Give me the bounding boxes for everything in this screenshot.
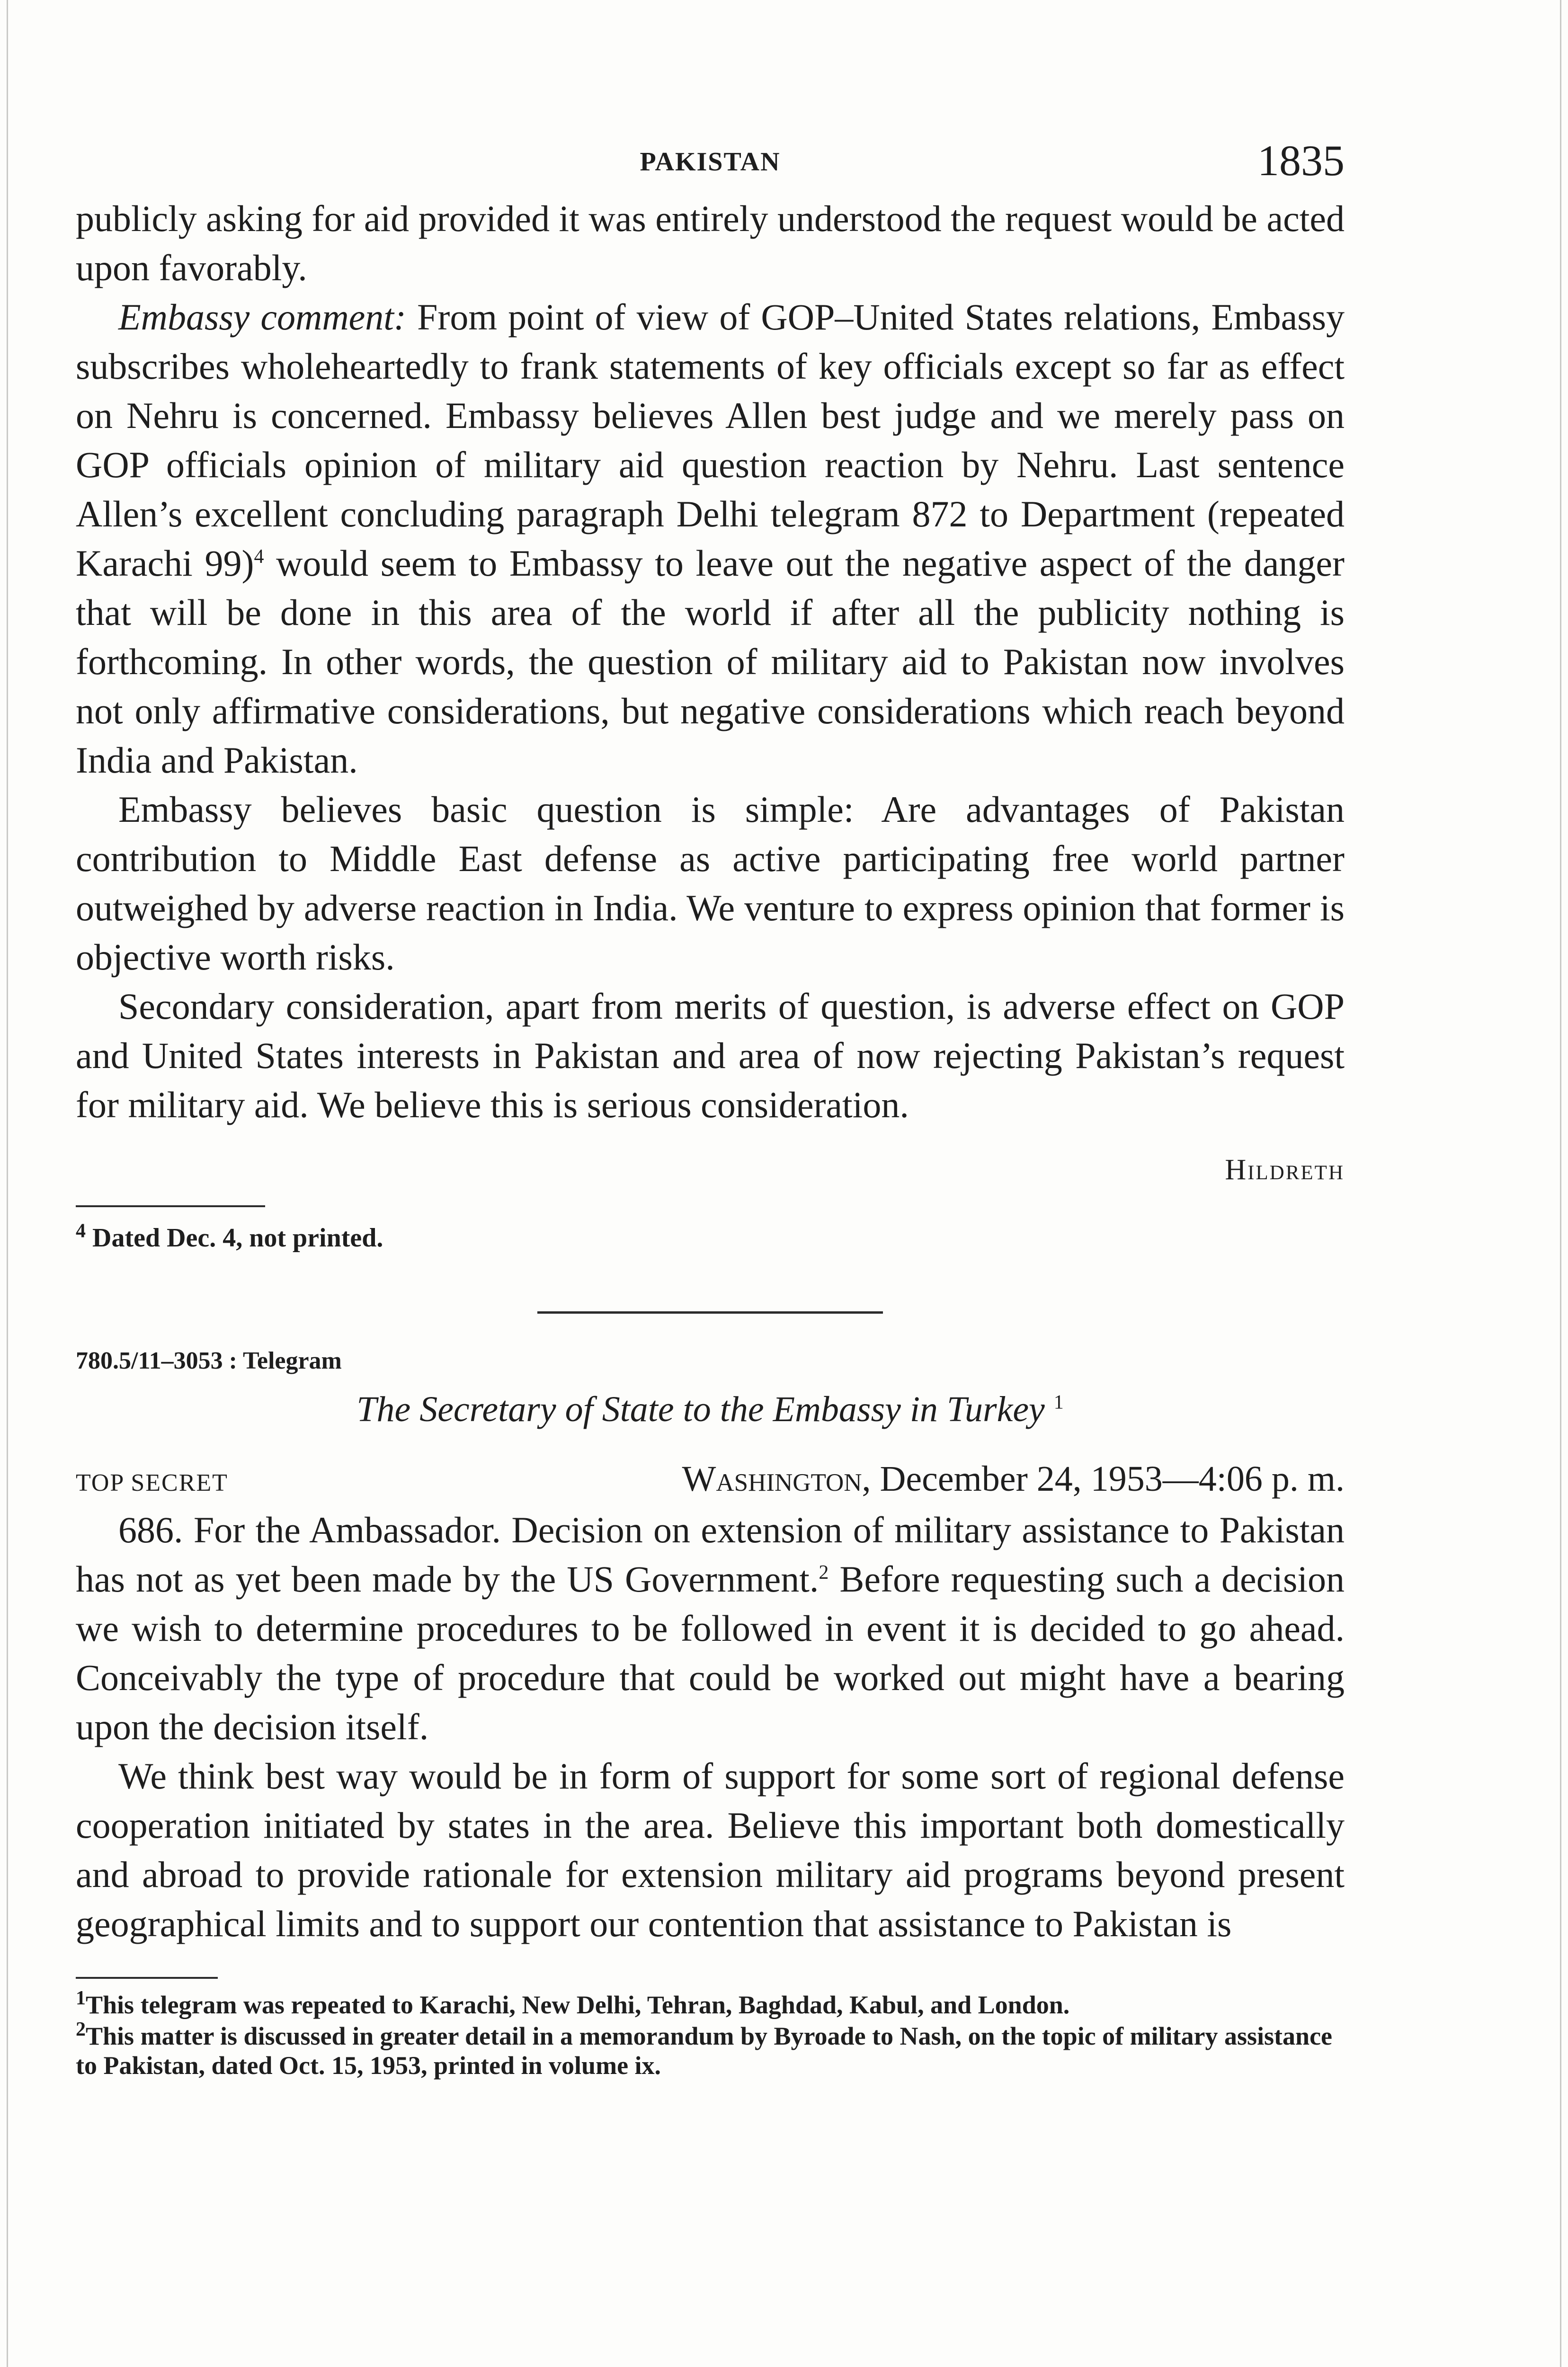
- paragraph-secondary-consideration: Secondary consideration, apart from merits of question, is adverse effect on GOP and United States interests in Pakistan and area of now rejecting Pakistan’s request for military aid. We believe this is serious consideration.: [76, 986, 1345, 1125]
- paragraph-basic-question: Embassy believes basic question is simple: Are advantages of Pakistan contribution to Middle East defense as active participating free world partner outweighed by adverse reaction in India. We venture to express opinion that former is objective worth risks.: [76, 789, 1345, 978]
- embassy-comment-text-2: would seem to Embassy to leave out the negative aspect of the danger that will be done in this area of the world if after all the publicity nothing is forthcoming. In other words, the question of military aid to Pakistan now involves not only affirmative considerations, but negative considerations which reach beyond India and Pakistan.: [76, 543, 1345, 781]
- footnote-reference-4: 4: [254, 546, 264, 568]
- paragraph-embassy-comment: [76, 293, 1345, 785]
- title-footnote-ref: 1: [1053, 1391, 1064, 1414]
- section-divider: [537, 1311, 883, 1314]
- paragraph-686: [76, 1505, 1345, 1752]
- footnote-2: [76, 2021, 1345, 2080]
- document-page: [76, 136, 1345, 2082]
- document-title: [76, 1389, 1345, 1430]
- document-title-text: The Secretary of State to the Embassy in Turkey: [356, 1389, 1045, 1429]
- left-binding-edge: [7, 0, 8, 2367]
- dateline-date: December 24, 1953—4:06 p. m.: [871, 1459, 1345, 1499]
- footnote-1-mark: 1: [76, 1987, 86, 2009]
- page-number: 1835: [1257, 136, 1345, 185]
- footnote-2-text: This matter is discussed in greater detail in a memorandum by Byroade to Nash, on the topic of military assistance to Pakistan, dated Oct. 15, 1953, printed in volume ix.: [76, 2022, 1333, 2080]
- classification-label: TOP SECRET: [76, 1469, 228, 1496]
- paragraph-686-text-a: 686. For the Ambassador. Decision on extension of military assistance to Pakistan has not as yet been made by the US Government.: [76, 1509, 1345, 1600]
- right-page-edge: [1560, 0, 1561, 2367]
- dateline-place: Washington,: [682, 1459, 871, 1499]
- dateline: [682, 1459, 1345, 1500]
- dateline-row: [76, 1459, 1345, 1500]
- file-reference: 780.5/11–3053 : Telegram: [76, 1347, 342, 1374]
- footnote-1-text: This telegram was repeated to Karachi, New Delhi, Tehran, Baghdad, Kabul, and London.: [86, 1991, 1070, 2019]
- footnote-1: [76, 1987, 1345, 2020]
- paragraph-regional-defense: We think best way would be in form of support for some sort of regional defense cooperation initiated by states in the area. Believe this important both domestically and abroad to provide rationale for extension military aid programs beyond present geographical limits and to support our contention that assistance to Pakistan is: [76, 1755, 1345, 1944]
- running-head: PAKISTAN: [640, 147, 781, 177]
- bottom-footnote-rule: [76, 1977, 218, 1979]
- page-header: [76, 136, 1345, 194]
- footnote-2-mark: 2: [76, 2019, 86, 2040]
- embassy-comment-text: From point of view of GOP–United States relations, Embassy subscribes wholeheartedly to frank statements of key officials except so far as effect on Nehru is concerned. Embassy believes Allen best judge and we merely pass on GOP officials opinion of military aid question reaction by Nehru. Last sentence Allen’s excellent concluding paragraph Delhi telegram 872 to Department (repeated Karachi 99): [76, 296, 1345, 584]
- footnote-4-mark: 4: [76, 1220, 86, 1242]
- footnote-4-text: Dated Dec. 4, not printed.: [86, 1223, 383, 1253]
- footnote-reference-2: 2: [819, 1562, 829, 1584]
- paragraph-continued: publicly asking for aid provided it was entirely understood the request would be acted upon favorably.: [76, 198, 1345, 288]
- footnote-rule: [76, 1205, 265, 1207]
- paragraph-686-text-b: Before requesting such a decision we wish to determine procedures to be followed in event it is decided to go ahead. Conceivably the type of procedure that could be worked out might have a bearing upon the decision itself.: [76, 1558, 1345, 1747]
- footnote-4: [76, 1221, 1345, 1255]
- embassy-comment-label: Embassy comment:: [118, 296, 406, 338]
- signature-hildreth: Hildreth: [1225, 1154, 1345, 1186]
